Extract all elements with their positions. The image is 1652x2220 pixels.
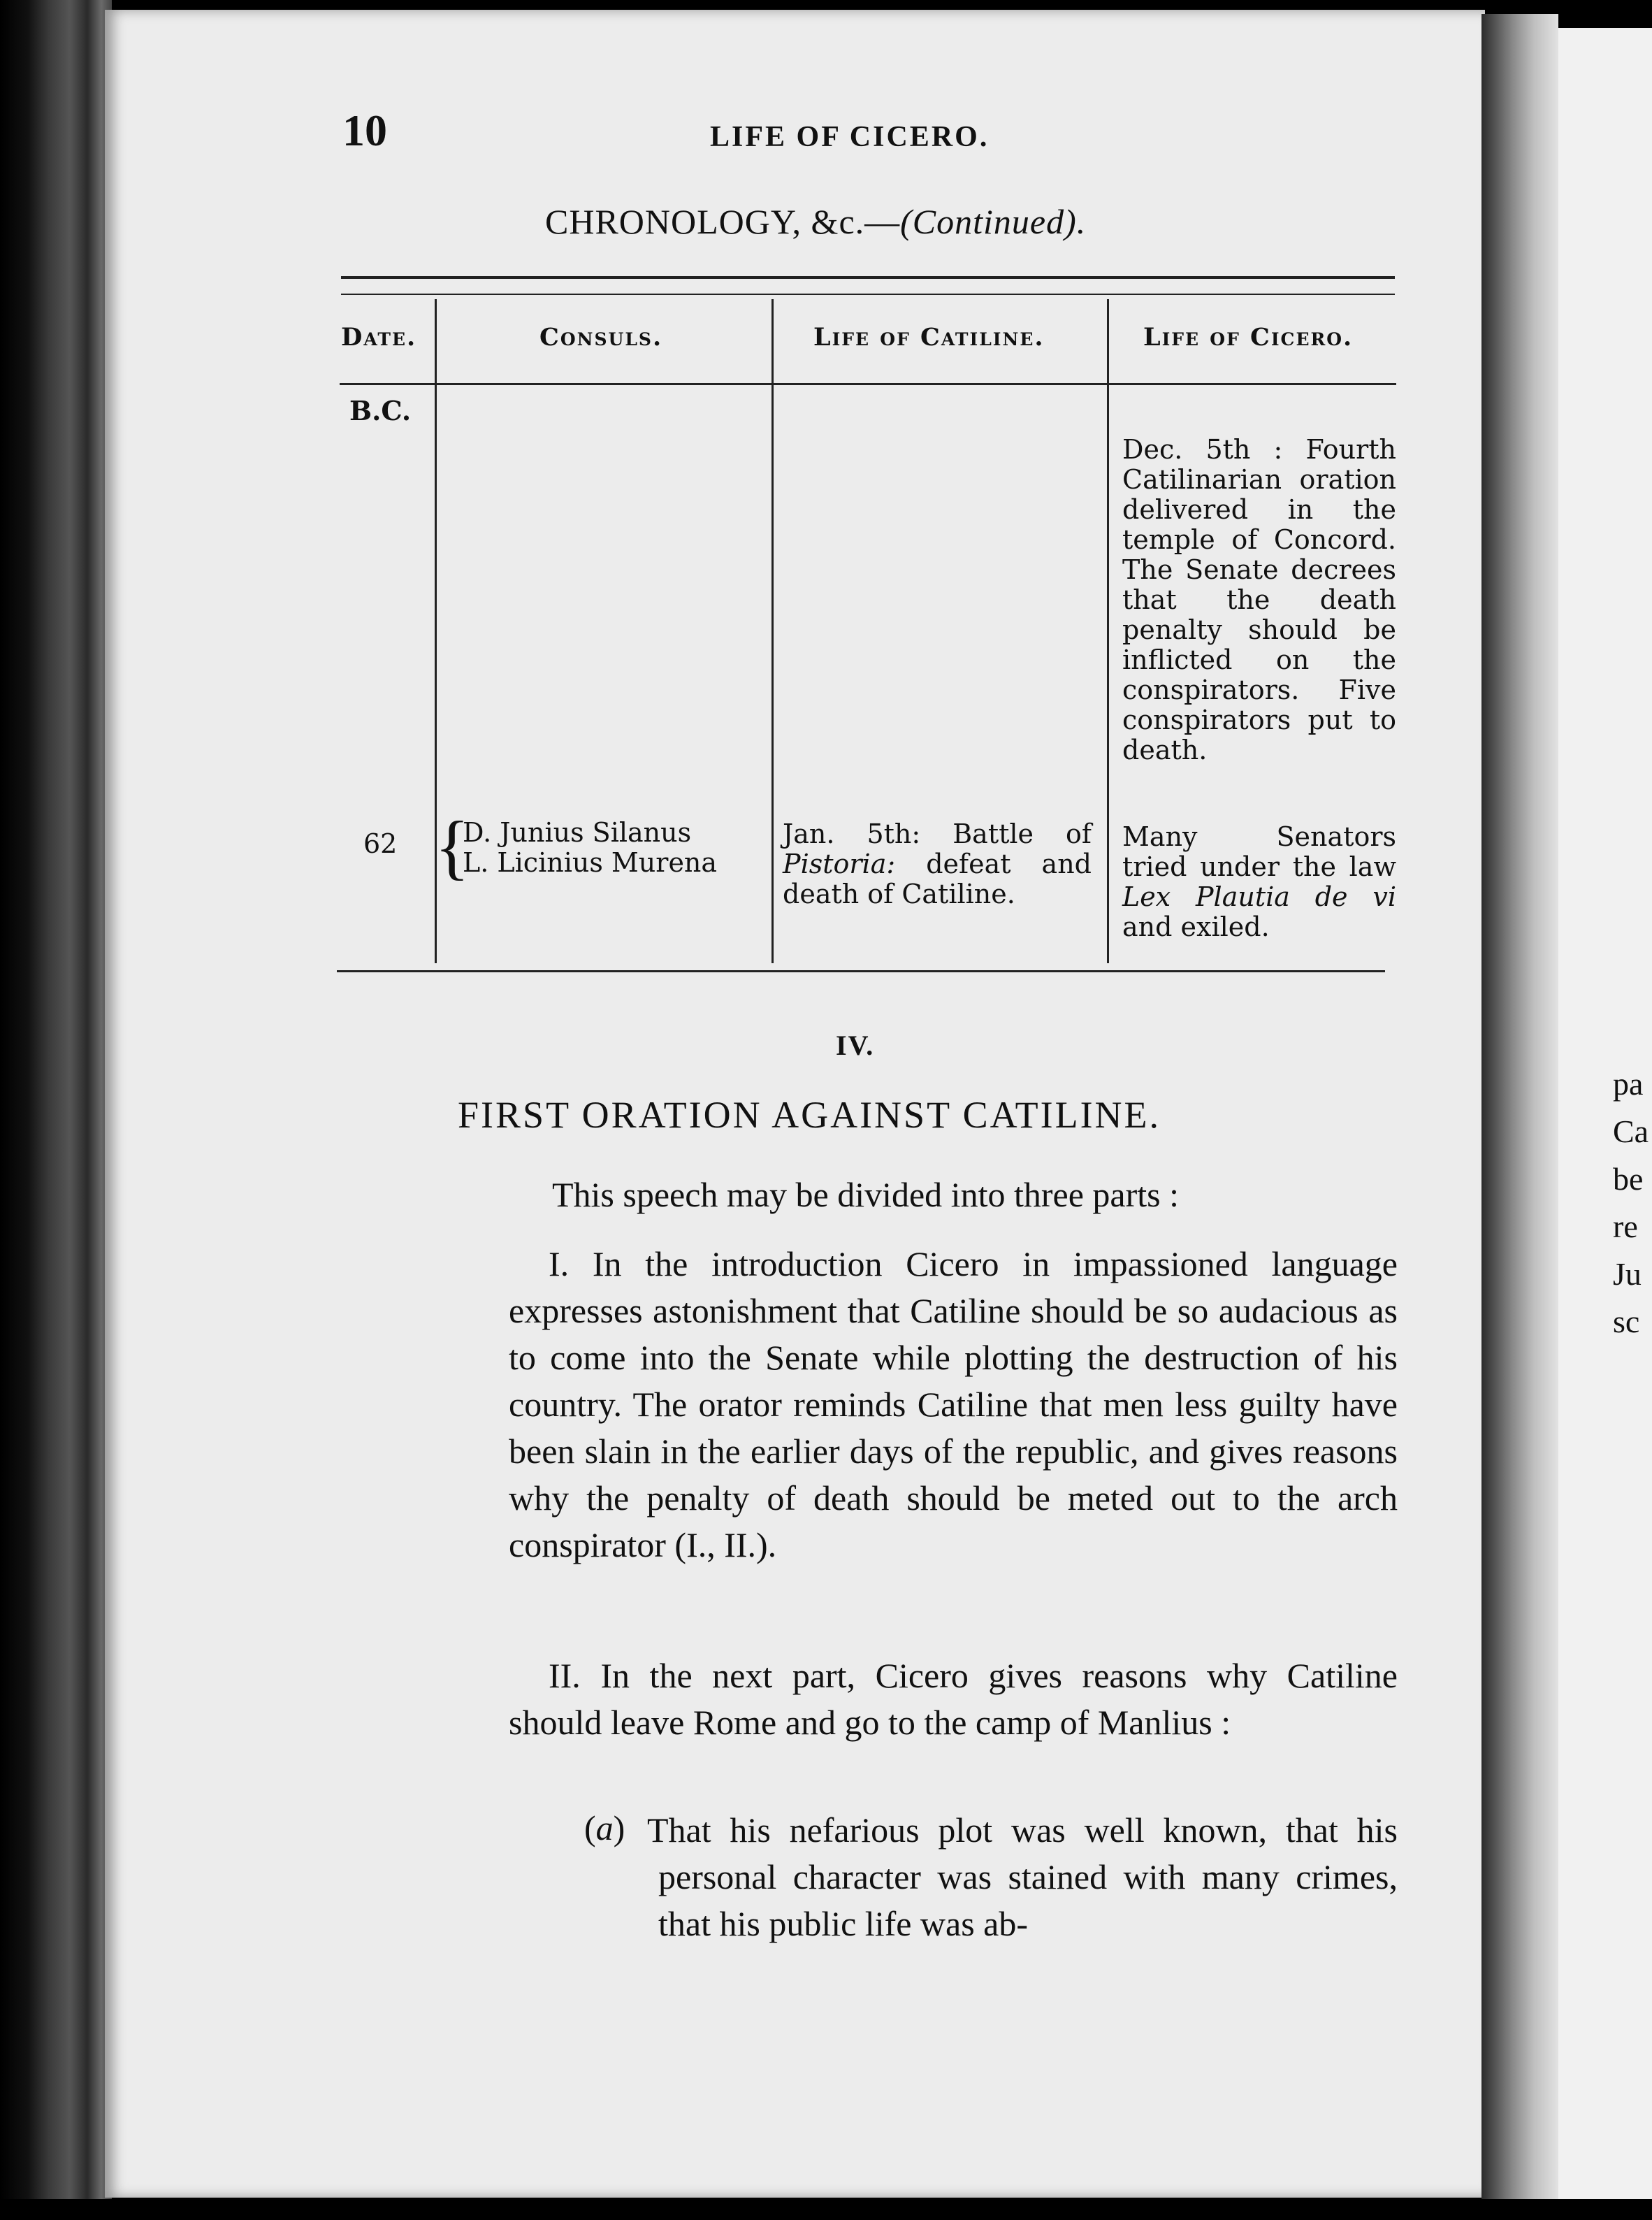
facing-page-fragment: be (1613, 1161, 1644, 1197)
cicero-text: and exiled. (1122, 911, 1270, 942)
section-title: FIRST ORATION AGAINST CATILINE. (458, 1094, 1161, 1136)
chronology-title-continued: (Continued). (900, 202, 1087, 241)
sub-item-label-paren: ) (613, 1808, 625, 1847)
sub-item-a-text: That his nefarious plot was well known, that his personal character was stained with many crimes, that his public life was ab- (647, 1810, 1398, 1943)
page-number: 10 (342, 106, 387, 155)
part-one-paragraph: I. In the introduction Cicero in impassioned language expresses astonishment that Catiline should be so audacious as to come into the Senate while plotting the destruction of his country. The orator reminds Catiline that men less guilty have been slain in the earlier days of the republic, and gives reasons why the penalty of death should be meted out to the arch conspirator (I., II.). (509, 1244, 1398, 1564)
table-cell-catiline (783, 819, 1092, 909)
catiline-text: Jan. 5th: Battle of (783, 819, 1092, 849)
table-cell-date: 62 (363, 828, 398, 859)
cicero-text: Many Senators tried under the law (1122, 821, 1396, 882)
table-cell-consul: D. Junius Silanus (463, 817, 692, 848)
column-divider (1107, 299, 1109, 963)
facing-page-fragment: Ca (1613, 1113, 1649, 1149)
era-label: B.C. (349, 395, 412, 426)
header-life-of-cicero: Life of Cicero. (1143, 323, 1354, 352)
page-gutter (1481, 14, 1558, 2209)
table-cell-cicero (1122, 822, 1396, 942)
sub-item-label-paren: ( (584, 1808, 596, 1847)
chronology-title-main: CHRONOLOGY, &c.— (545, 202, 901, 241)
facing-page-fragment: re (1613, 1209, 1638, 1244)
facing-page-fragment: sc (1613, 1304, 1640, 1339)
section-number: IV. (836, 1030, 875, 1061)
column-divider (771, 299, 774, 963)
running-head: LIFE OF CICERO. (710, 121, 990, 153)
sub-item-label-letter: a (595, 1808, 614, 1847)
table-top-rule-2 (341, 294, 1395, 295)
catiline-text: defeat and death of Catiline. (783, 849, 1092, 909)
catiline-text-italic: Pistoria: (783, 849, 896, 879)
facing-page-fragment: pa (1613, 1066, 1644, 1102)
table-bottom-rule (337, 970, 1385, 972)
table-cell-consul: L. Licinius Murena (463, 847, 718, 878)
chronology-title (545, 201, 1086, 242)
sub-item-label (584, 1808, 625, 1848)
table-top-rule (341, 276, 1395, 279)
table-cell-cicero: Dec. 5th : Fourth Catilinarian oration delivered in the temple of Concord. The Senate decrees that the death penalty should be inflicted on the conspirators. Five conspirators put to death. (1122, 434, 1396, 765)
header-life-of-catiline: Life of Catiline. (813, 323, 1045, 352)
book-spine (0, 0, 112, 2220)
header-consuls: Consuls. (539, 323, 663, 352)
part-two-paragraph: II. In the next part, Cicero gives reasons why Catiline should leave Rome and go to the camp of Manlius : (509, 1656, 1398, 1742)
header-date: Date. (341, 323, 417, 352)
brace-icon: { (435, 807, 470, 887)
header-bottom-rule (340, 383, 1396, 385)
cicero-text-italic: Lex Plautia de vi (1122, 881, 1396, 912)
facing-page (1558, 28, 1652, 2202)
bottom-edge (0, 2199, 1652, 2220)
facing-page-fragment: Ju (1613, 1256, 1642, 1292)
intro-paragraph: This speech may be divided into three parts : (552, 1175, 1179, 1214)
